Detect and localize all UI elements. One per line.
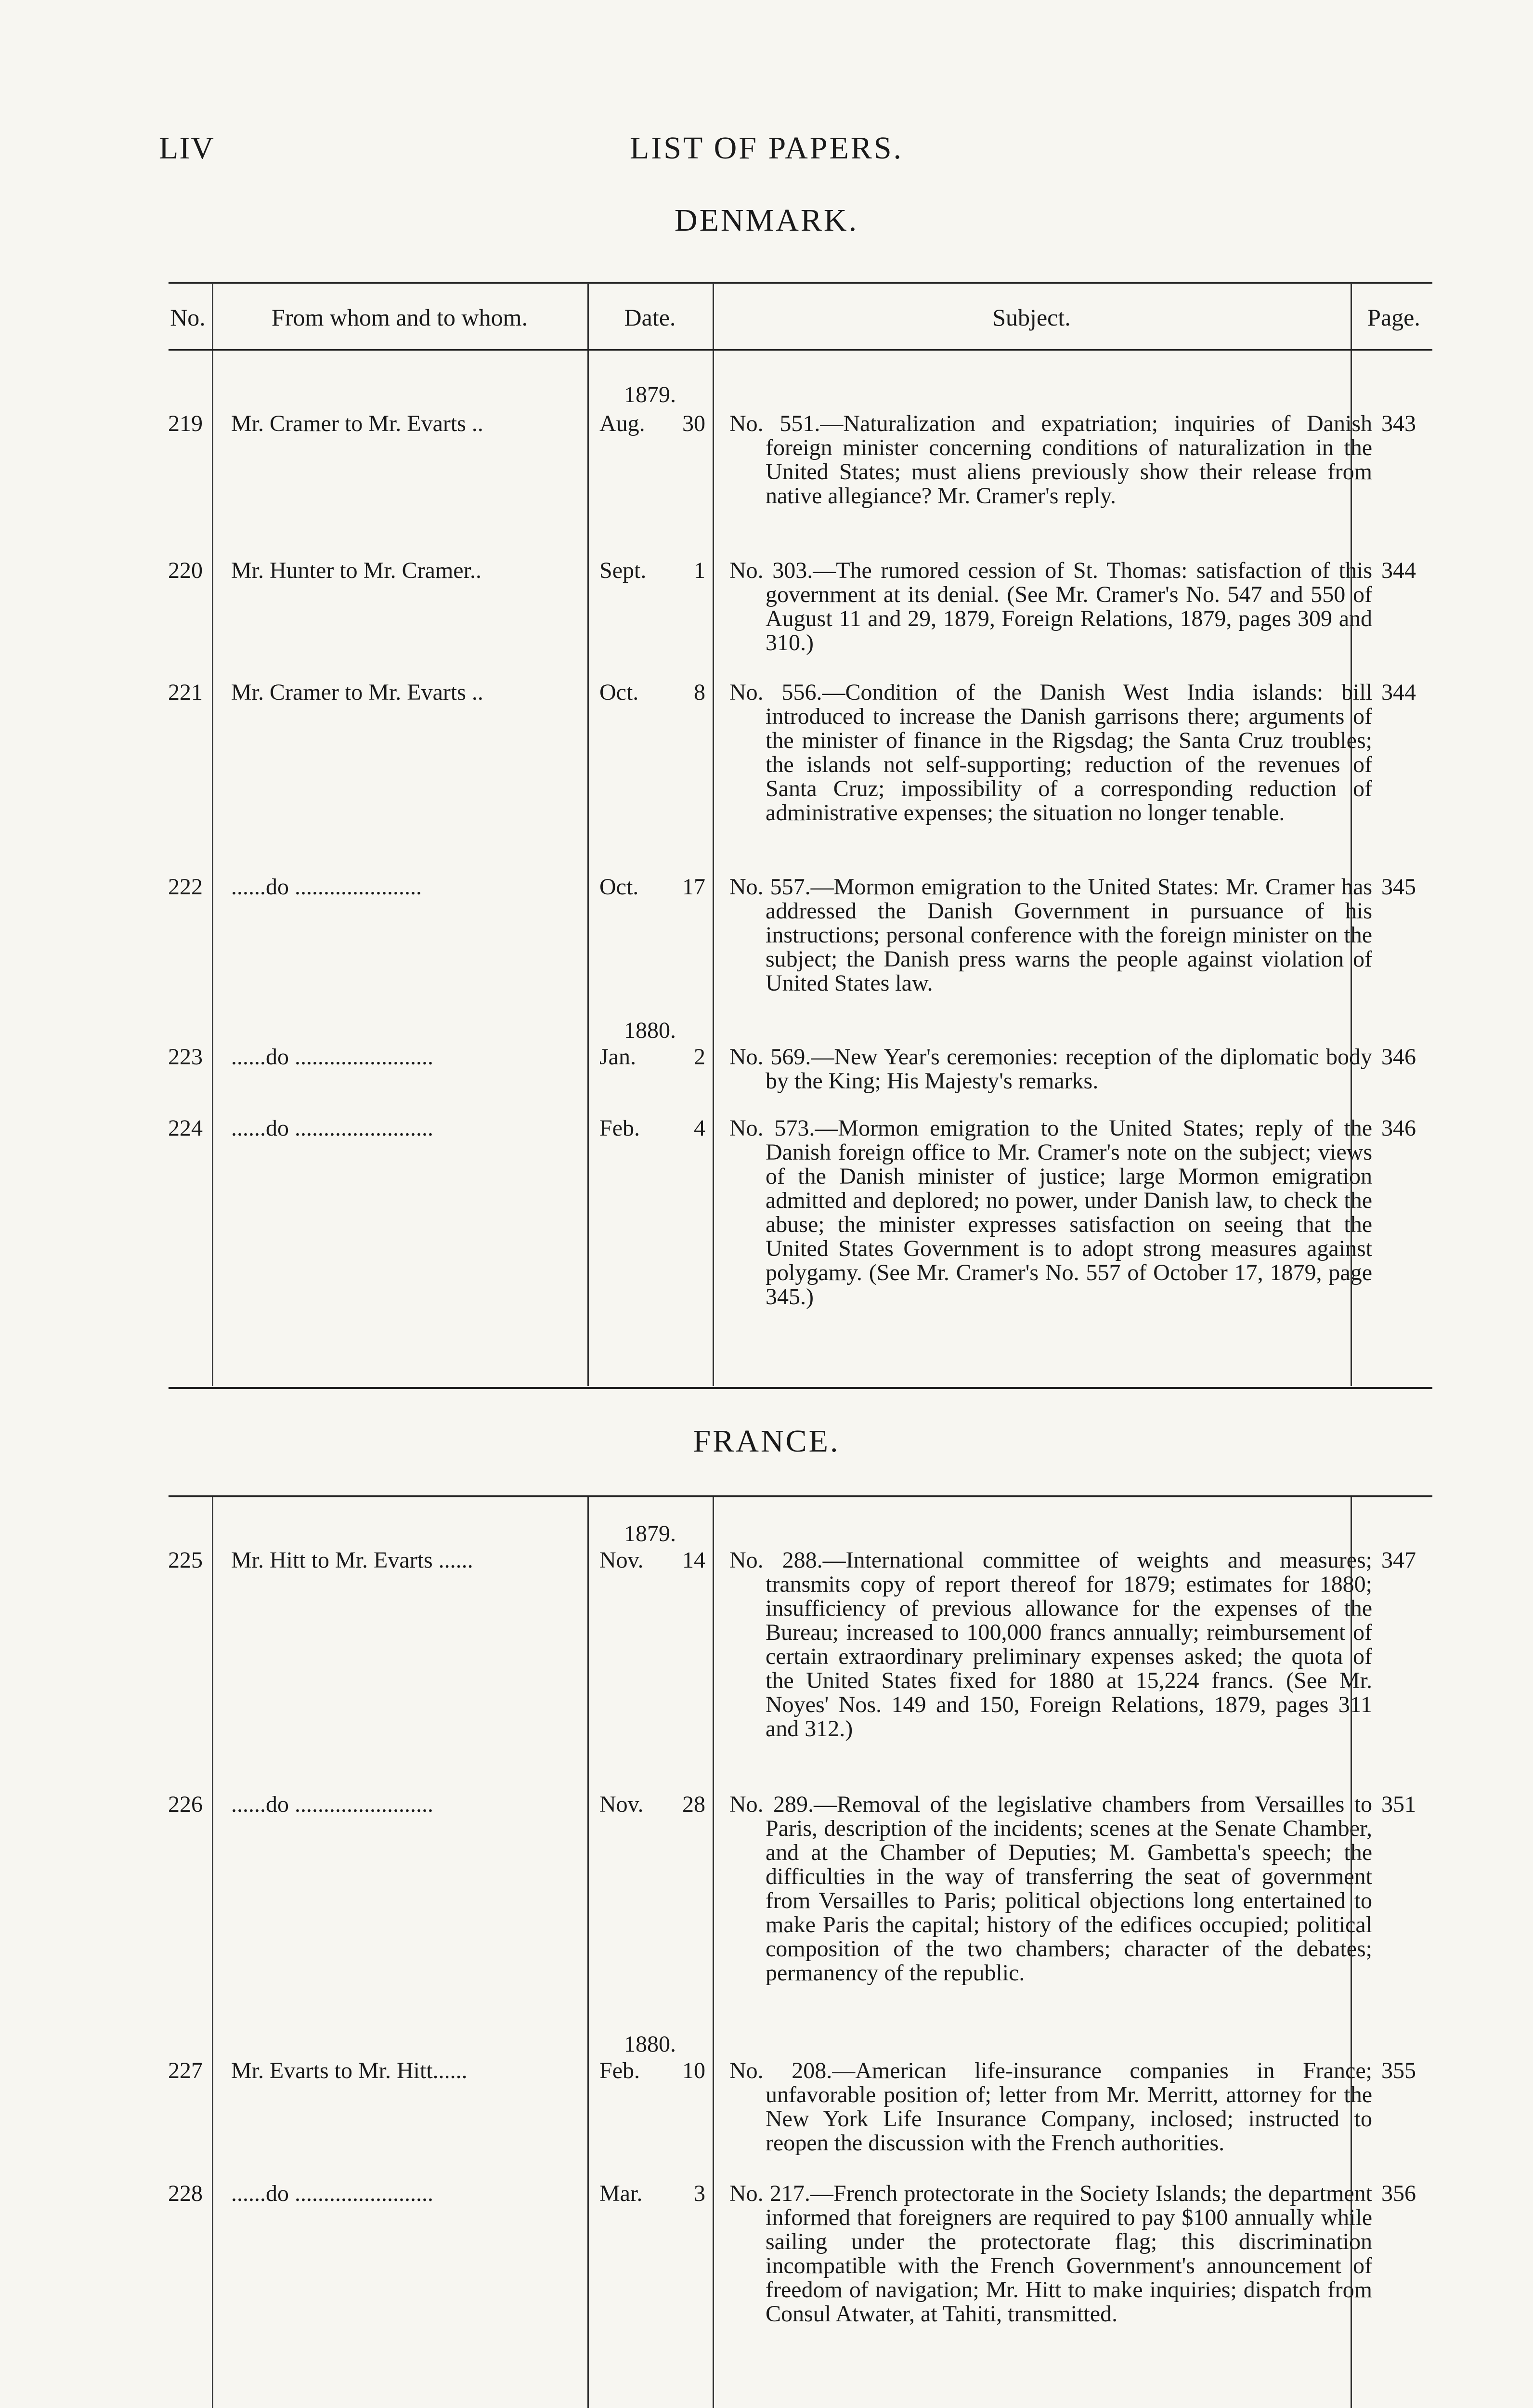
row-subject: No. 288.—International committee of weights and measures; transmits copy of report thereof for 1879; estimates for 1880; insufficiency of previous allowance for the expenses of the Bureau; increased to 100,000 francs annually; reimbursement of certain extraordinary preliminary expenses asked; the quota of the United States fixed for 1880 at 15,224 francs. (See Mr. Noyes' Nos. 149 and 150, Foreign Relations, 1879, pages 311 and 312.) — [729, 1547, 1372, 1741]
row-from-to: ......do ........................ — [231, 2181, 433, 2206]
row-subject: No. 217.—French protectorate in the Society Islands; the department informed that foreigners are required to pay $100 annually while sailing under the protectorate flag; this discrimination incompatible with the French Government's announcement of freedom of navigation; Mr. Hitt to make inquiries; dispatch from Consul Atwater, at Tahiti, transmitted. — [729, 2181, 1372, 2327]
row-from-to: Mr. Evarts to Mr. Hitt...... — [231, 2058, 468, 2083]
row-month: Mar. — [599, 2181, 643, 2206]
page-number: LIV — [159, 131, 215, 166]
row-day: 14 — [682, 1547, 705, 1573]
page-title: LIST OF PAPERS. — [629, 131, 904, 166]
row-day: 3 — [694, 2181, 705, 2206]
row-page: 355 — [1381, 2058, 1416, 2083]
table-bottom-rule — [169, 1387, 1432, 1389]
column-divider — [713, 1497, 714, 2408]
row-day: 17 — [682, 874, 705, 900]
row-from-to: ......do ...................... — [231, 874, 422, 900]
row-day: 1 — [694, 558, 705, 583]
row-month: Nov. — [599, 1547, 644, 1573]
row-page: 344 — [1381, 558, 1416, 583]
row-day: 10 — [682, 2058, 705, 2083]
year-label: 1879. — [624, 382, 676, 407]
row-from-to: Mr. Cramer to Mr. Evarts .. — [231, 411, 483, 436]
row-day: 4 — [694, 1115, 705, 1141]
row-subject: No. 573.—Mormon emigration to the United States; reply of the Danish foreign office to Mr. Cramer's note on the subject; views of the Danish minister of justice; large Mormon emigration admitted and deplored; no power, under Danish law, to check the abuse; the minister expresses satisfaction on seeing that the United States Government is to adopt strong measures against polygamy. (See Mr. Cramer's No. 557 of October 17, 1879, page 345.) — [729, 1115, 1372, 1309]
column-header-no: No. — [170, 304, 206, 331]
section-title-denmark: DENMARK. — [674, 203, 859, 238]
row-number: 228 — [168, 2181, 203, 2206]
column-divider — [587, 1497, 589, 2408]
row-page: 344 — [1381, 680, 1416, 705]
row-page: 346 — [1381, 1044, 1416, 1070]
row-page: 347 — [1381, 1547, 1416, 1573]
row-month: Feb. — [599, 2058, 640, 2083]
row-day: 28 — [682, 1792, 705, 1817]
row-from-to: ......do ........................ — [231, 1044, 433, 1070]
column-divider — [713, 283, 714, 1386]
row-number: 225 — [168, 1547, 203, 1573]
row-number: 223 — [168, 1044, 203, 1070]
row-from-to: Mr. Hitt to Mr. Evarts ...... — [231, 1547, 473, 1573]
row-page: 346 — [1381, 1115, 1416, 1141]
row-month: Sept. — [599, 558, 647, 583]
section-title-france: FRANCE. — [693, 1424, 840, 1459]
column-header-date: Date. — [624, 304, 676, 331]
table-top-rule — [169, 282, 1432, 284]
row-month: Oct. — [599, 680, 639, 705]
column-header-from: From whom and to whom. — [272, 304, 528, 331]
row-subject: No. 569.—New Year's ceremonies: reception of the diplomatic body by the King; His Majesty's remarks. — [729, 1044, 1372, 1094]
row-from-to: ......do ........................ — [231, 1115, 433, 1141]
column-header-subject: Subject. — [992, 304, 1071, 331]
row-subject: No. 289.—Removal of the legislative chambers from Versailles to Paris, description of the incidents; scenes at the Senate Chamber, and at the Chamber of Deputies; M. Gambetta's speech; the difficulties in the way of transferring the seat of government from Versailles to Paris; political objections long entertained to make Paris the capital; history of the edifices occupied; political composition of the two chambers; character of the debates; permanency of the republic. — [729, 1792, 1372, 1986]
row-subject: No. 208.—American life-insurance companies in France; unfavorable position of; letter from Mr. Merritt, attorney for the New York Life Insurance Company, inclosed; instructed to reopen the discussion with the French authorities. — [729, 2058, 1372, 2156]
column-divider — [587, 283, 589, 1386]
year-label: 1880. — [624, 2031, 676, 2057]
row-day: 30 — [682, 411, 705, 436]
row-page: 343 — [1381, 411, 1416, 436]
row-from-to: Mr. Hunter to Mr. Cramer.. — [231, 558, 481, 583]
column-header-page: Page. — [1367, 304, 1420, 331]
year-label: 1880. — [624, 1018, 676, 1043]
row-subject: No. 551.—Naturalization and expatriation; inquiries of Danish foreign minister concerning conditions of naturalization in the United States; must aliens previously show their release from native allegiance? Mr. Cramer's reply. — [729, 411, 1372, 509]
row-month: Jan. — [599, 1044, 636, 1070]
row-page: 345 — [1381, 874, 1416, 900]
row-page: 356 — [1381, 2181, 1416, 2206]
row-number: 226 — [168, 1792, 203, 1817]
row-month: Oct. — [599, 874, 639, 900]
row-day: 8 — [694, 680, 705, 705]
row-subject: No. 303.—The rumored cession of St. Thomas: satisfaction of this government at its denial. (See Mr. Cramer's No. 547 and 550 of August 11 and 29, 1879, Foreign Relations, 1879, pages 309 and 310.) — [729, 558, 1372, 655]
row-number: 219 — [168, 411, 203, 436]
column-divider — [212, 283, 213, 1386]
row-number: 224 — [168, 1115, 203, 1141]
row-day: 2 — [694, 1044, 705, 1070]
row-page: 351 — [1381, 1792, 1416, 1817]
row-from-to: ......do ........................ — [231, 1792, 433, 1817]
table-top-rule — [169, 1495, 1432, 1497]
row-number: 227 — [168, 2058, 203, 2083]
year-label: 1879. — [624, 1521, 676, 1546]
row-from-to: Mr. Cramer to Mr. Evarts .. — [231, 680, 483, 705]
column-divider — [212, 1497, 213, 2408]
row-number: 222 — [168, 874, 203, 900]
row-subject: No. 557.—Mormon emigration to the United States: Mr. Cramer has addressed the Danish Government in pursuance of his instructions; personal conference with the foreign minister on the subject; the Danish press warns the people against violation of United States law. — [729, 874, 1372, 996]
row-number: 221 — [168, 680, 203, 705]
row-month: Aug. — [599, 411, 645, 436]
row-month: Nov. — [599, 1792, 644, 1817]
row-number: 220 — [168, 558, 203, 583]
row-subject: No. 556.—Condition of the Danish West India islands: bill introduced to increase the Danish garrisons there; arguments of the minister of finance in the Rigsdag; the Santa Cruz troubles; the islands not self-supporting; reduction of the revenues of Santa Cruz; impossibility of a corresponding reduction of administrative expenses; the situation no longer tenable. — [729, 680, 1372, 825]
row-month: Feb. — [599, 1115, 640, 1141]
header-rule — [169, 349, 1432, 351]
